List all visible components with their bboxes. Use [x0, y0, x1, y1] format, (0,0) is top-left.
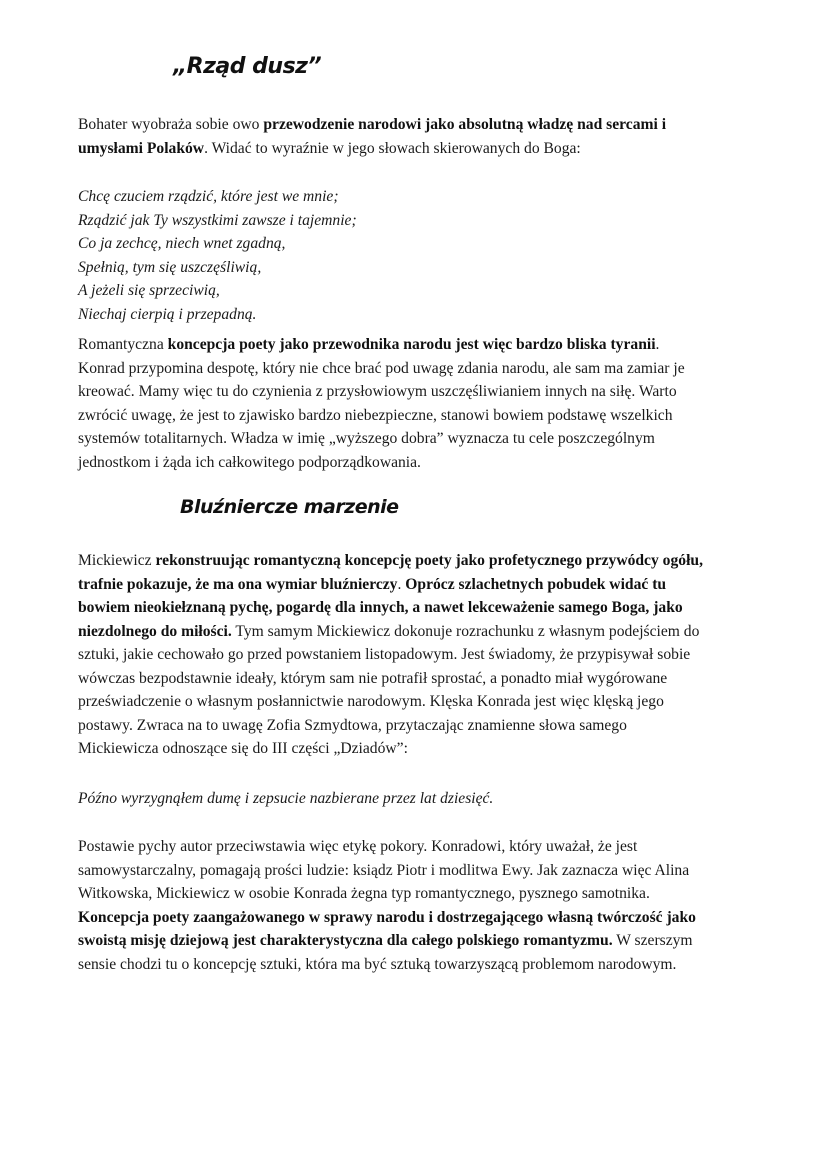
text-line: Konrad przypomina despotę, który nie chce brać pod uwagę zdania narodu, ale sam ma zamiar je [78, 359, 685, 377]
text-line: Postawie pychy autor przeciwstawia więc etykę pokory. Konradowi, który uważał, że jest [78, 838, 638, 855]
text-line: niezdolnego do miłości. Tym samym Mickiewicz dokonuje rozrachunku z własnym podejściem do [78, 622, 700, 640]
poem-quote [78, 185, 758, 326]
poem-line: Chcę czuciem rządzić, które jest we mnie; [78, 188, 339, 205]
text-line: sztuki, jakie cechowało go przed powstaniem listopadowym. Jest świadomy, że przypisywał sobie [78, 646, 691, 663]
bold-phrase: umysłami Polaków [78, 139, 205, 157]
poem-line: A jeżeli się sprzeciwią, [78, 282, 220, 299]
paragraph-intro [78, 113, 758, 160]
quote-text: Późno wyrzygnąłem dumę i zepsucie nazbierane przez lat dziesięć. [78, 790, 494, 807]
bold-phrase: swoistą misję dziejową jest charakterystyczna dla całego polskiego romantyzmu. [78, 932, 613, 949]
text-line: Bohater wyobraża sobie owo przewodzenie narodowi jako absolutną władzę nad sercami i [78, 116, 667, 133]
text-line: kreować. Mamy więc tu do czynienia z przysłowiowym uszczęśliwianiem innych na siłę. Warto [78, 383, 677, 400]
text-line: systemów totalitarnych. Władza w imię „wyższego dobra” wyznacza tu cele poszczególnym [78, 430, 655, 447]
text-line: jednostkom i żąda ich całkowitego podporządkowania. [78, 453, 421, 471]
poem-line: Spełnią, tym się uszczęśliwią, [78, 258, 262, 276]
text-line: trafnie pokazuje, że ma ona wymiar bluźnierczy. Oprócz szlachetnych pobudek widać tu [78, 575, 667, 593]
text-line: Witkowska, Mickiewicz w osobie Konrada żegna typ romantycznego, pysznego samotnika. [78, 885, 650, 902]
bold-phrase: bowiem nieokiełznaną pychę, pogardę dla innych, a nawet lekceważenie samego Boga, jako [78, 599, 683, 616]
poem-line: Co ja zechcę, niech wnet zgadną, [78, 235, 286, 252]
bold-phrase: przewodzenie narodowi jako absolutną władzę nad sercami i [263, 116, 667, 133]
text-line: swoistą misję dziejową jest charakterystyczna dla całego polskiego romantyzmu. W szerszym [78, 932, 693, 949]
text-line: postawy. Zwraca na to uwagę Zofia Szmydtowa, przytaczając znamienne słowa samego [78, 716, 627, 734]
bold-phrase: Koncepcja poety zaangażowanego w sprawy narodu i dostrzegającego własną twórczość jako [78, 908, 696, 926]
bold-phrase: rekonstruując romantyczną koncepcję poety jako profetycznego przywódcy ogółu, [155, 552, 703, 569]
bold-phrase: Oprócz szlachetnych pobudek widać tu [405, 575, 667, 593]
text-line: zwrócić uwagę, że jest to zjawisko bardzo niebezpieczne, stanowi bowiem podstawę wszelkich [78, 406, 673, 424]
poem-line: Rządzić jak Ty wszystkimi zawsze i tajemnie; [78, 211, 357, 229]
text-line: przeświadczenie o własnym posłannictwie narodowym. Klęska Konrada jest więc klęską jego [78, 693, 664, 710]
text-line [78, 906, 758, 930]
text-line: umysłami Polaków. Widać to wyraźnie w jego słowach skierowanych do Boga: [78, 139, 581, 157]
bold-phrase: trafnie pokazuje, że ma ona wymiar bluźnierczy [78, 575, 398, 593]
text-line [78, 596, 758, 620]
bold-phrase: niezdolnego do miłości. [78, 622, 232, 640]
paragraph-humility [78, 835, 758, 976]
poem-line: Niechaj cierpią i przepadną. [78, 305, 257, 323]
text-line: samowystarczalny, pomagają prości ludzie: ksiądz Piotr i modlitwa Ewy. Jak zaznacza więc Alina [78, 861, 690, 879]
quote-line [78, 787, 758, 811]
section-heading-bluzniercze-marzenie: Bluźniercze marzenie [180, 496, 399, 518]
text-line: Mickiewicza odnoszące się do III części „Dziadów”: [78, 740, 408, 757]
paragraph-tyranny [78, 333, 758, 474]
text-line: Mickiewicz rekonstruując romantyczną koncepcję poety jako profetycznego przywódcy ogółu, [78, 552, 703, 569]
text-line: wówczas bezpodstawnie ideały, którym sam nie potrafił sprostać, a ponadto miał wygórowane [78, 669, 668, 687]
bold-phrase: koncepcja poety jako przewodnika narodu jest więc bardzo bliska tyranii [167, 336, 656, 353]
paragraph-blasphemy [78, 549, 758, 761]
section-heading-rzad-dusz: „Rząd dusz” [173, 54, 322, 79]
text-line: Romantyczna koncepcja poety jako przewodnika narodu jest więc bardzo bliska tyranii. [78, 336, 660, 353]
text-line: sensie chodzi tu o koncepcję sztuki, która ma być sztuką towarzyszącą problemom narodowym. [78, 955, 677, 973]
